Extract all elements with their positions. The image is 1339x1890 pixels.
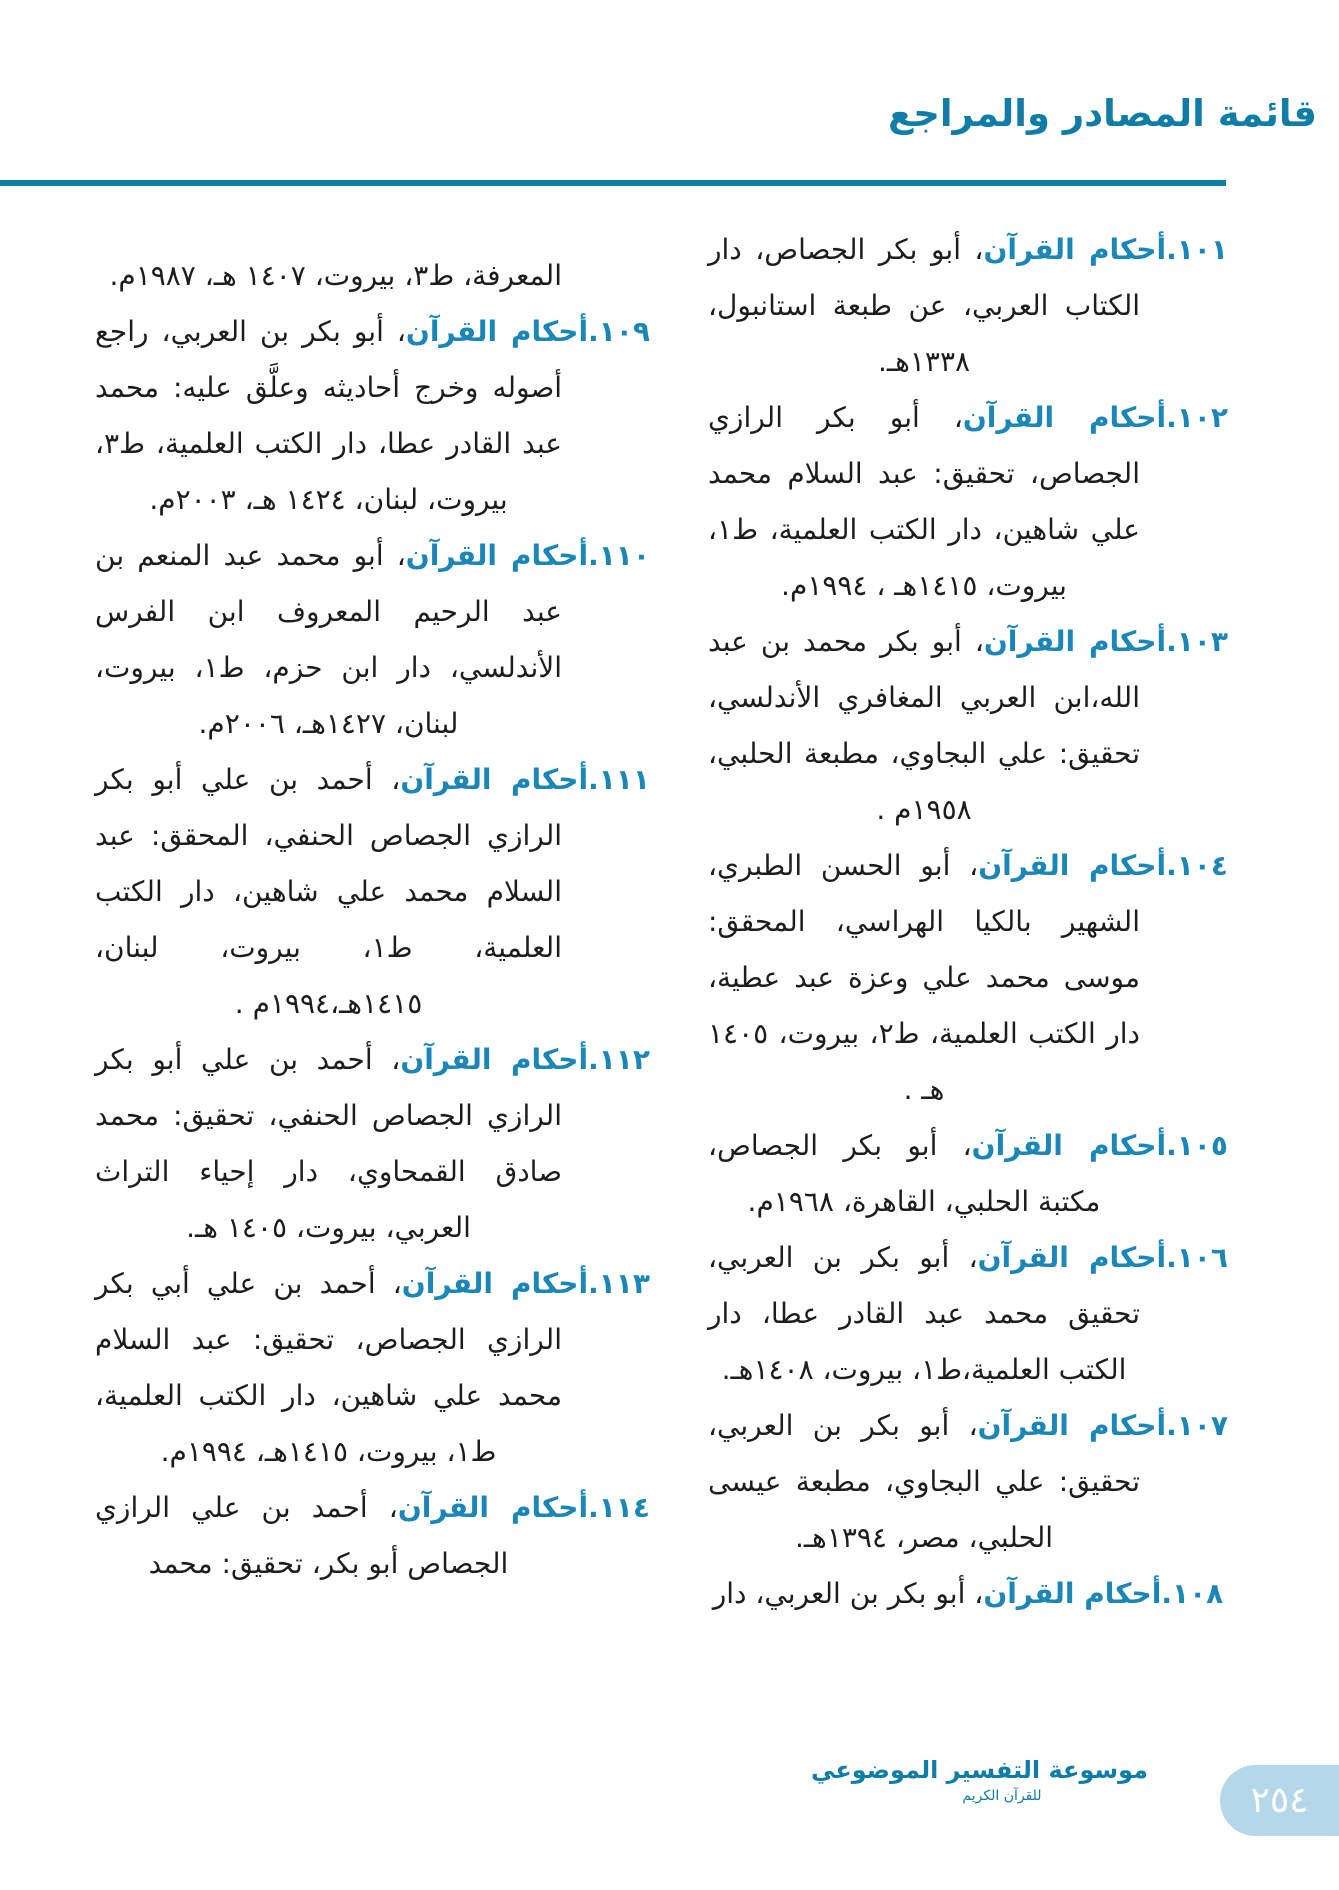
bib-entry-105 <box>708 1118 1228 1230</box>
entry-title: أحكام القرآن <box>962 401 1167 434</box>
bib-entry-108-continuation: المعرفة، ط٣، بيروت، ١٤٠٧ هـ، ١٩٨٧م. <box>109 259 562 292</box>
logo-subtitle: للقرآن الكريم <box>962 1788 1042 1804</box>
entry-title: أحكام القرآن <box>983 1577 1162 1610</box>
entry-title: أحكام القرآن <box>983 625 1167 658</box>
entry-number: ١١٠. <box>588 539 650 572</box>
entry-title: أحكام القرآن <box>400 763 589 796</box>
entry-title: أحكام القرآن <box>983 233 1167 266</box>
bib-entry-110 <box>95 528 650 752</box>
entry-title: أحكام القرآن <box>978 849 1167 882</box>
entry-number: ١٠٥. <box>1166 1129 1228 1162</box>
entry-text: ، أبو الحسن الطبري، الشهير بالكيا الهراسي، المحقق: موسى محمد علي وعزة عبد عطية، دار الكتب العلمية، ط٢، بيروت، ١٤٠٥ هـ . <box>708 849 1141 1106</box>
entry-text: ، أبو بكر بن العربي، دار <box>712 1577 984 1610</box>
entry-text: ، أحمد بن علي أبي بكر الرازي الجصاص، تحقيق: عبد السلام محمد علي شاهين، دار الكتب العلمية، ط١، بيروت، ١٤١٥هـ، ١٩٩٤م. <box>95 1267 562 1468</box>
page-title: قائمة المصادر والمراجع <box>887 92 1317 135</box>
entry-number: ١٠٧. <box>1166 1409 1228 1442</box>
publisher-logo <box>811 1752 1148 1805</box>
entry-title: أحكام القرآن <box>405 315 589 348</box>
entry-text: ، أبو بكر بن العربي، تحقيق محمد عبد القادر عطا، دار الكتب العلمية،ط١، بيروت، ١٤٠٨هـ. <box>708 1241 1140 1386</box>
entry-title: أحكام القرآن <box>977 1241 1167 1274</box>
entry-text: ، أحمد بن علي أبو بكر الرازي الجصاص الحنفي، تحقيق: محمد صادق القمحاوي، دار إحياء التراث العربي، بيروت، ١٤٠٥ هـ. <box>95 1043 562 1244</box>
bib-entry-103 <box>708 614 1228 838</box>
bib-entry-102 <box>708 390 1228 614</box>
entry-text: ، أحمد بن علي أبو بكر الرازي الجصاص الحنفي، المحقق: عبد السلام محمد علي شاهين، دار الكتب العلمية، ط١، بيروت، لبنان، ١٤١٥هـ،١٩٩٤م . <box>95 763 562 1020</box>
entry-number: ١٠٢. <box>1166 401 1228 434</box>
bib-entry-111 <box>95 752 650 1032</box>
entry-title: أحكام القرآن <box>401 1267 589 1300</box>
bibliography-left-column <box>95 222 650 1592</box>
entry-text: ، أحمد بن علي الرازي الجصاص أبو بكر، تحقيق: محمد <box>95 1491 509 1580</box>
page-number-badge <box>1220 1765 1339 1836</box>
entry-text: ، أبو بكر محمد بن عبد الله،ابن العربي المغافري الأندلسي، تحقيق: علي البجاوي، مطبعة الحلبي، ١٩٥٨م . <box>708 625 1140 826</box>
bib-entry-104 <box>708 838 1228 1118</box>
entry-number: ١٠٤. <box>1166 849 1228 882</box>
entry-number: ١١٤. <box>588 1491 650 1524</box>
header-rule <box>0 180 1226 186</box>
bib-entry-113 <box>95 1256 650 1480</box>
bib-entry-101 <box>708 222 1228 390</box>
entry-title: أحكام القرآن <box>405 539 589 572</box>
entry-number: ١٠١. <box>1166 233 1228 266</box>
bib-entry-114 <box>95 1480 650 1592</box>
bib-entry-108 <box>708 1566 1228 1622</box>
page-number: ٢٥٤ <box>1250 1780 1309 1821</box>
bibliography-right-column <box>708 222 1228 1622</box>
entry-text: ، أبو بكر بن العربي، راجع أصوله وخرج أحاديثه وعلَّق عليه: محمد عبد القادر عطا، دار الكتب العلمية، ط٣، بيروت، لبنان، ١٤٢٤ هـ، ٢٠٠٣م. <box>95 315 562 516</box>
entry-title: أحكام القرآن <box>397 1491 589 1524</box>
bib-entry-106 <box>708 1230 1228 1398</box>
logo-title: موسوعة التفسير الموضوعي <box>811 1756 1148 1784</box>
entry-number: ١٠٨. <box>1161 1577 1224 1610</box>
entry-text: ، أبو محمد عبد المنعم بن عبد الرحيم المعروف ابن الفرس الأندلسي، دار ابن حزم، ط١، بيروت، لبنان، ١٤٢٧هـ، ٢٠٠٦م. <box>95 539 562 740</box>
entry-title: أحكام القرآن <box>977 1409 1167 1442</box>
entry-number: ١٠٩. <box>588 315 650 348</box>
entry-text: ، أبو بكر الرازي الجصاص، تحقيق: عبد السلام محمد علي شاهين، دار الكتب العلمية، ط١، بيروت، ١٤١٥هـ ، ١٩٩٤م. <box>708 401 1140 602</box>
entry-title: أحكام القرآن <box>400 1043 589 1076</box>
entry-number: ١٠٦. <box>1166 1241 1228 1274</box>
entry-text: ، أبو بكر بن العربي، تحقيق: علي البجاوي، مطبعة عيسى الحلبي، مصر، ١٣٩٤هـ. <box>708 1409 1140 1554</box>
bib-entry-107 <box>708 1398 1228 1566</box>
bib-entry-109 <box>95 304 650 528</box>
entry-text: ، أبو بكر الجصاص، مكتبة الحلبي، القاهرة، ١٩٦٨م. <box>708 1129 1101 1218</box>
entry-text: ، أبو بكر الجصاص، دار الكتاب العربي، عن طبعة استانبول، ١٣٣٨هـ. <box>708 233 1140 378</box>
entry-number: ١١١. <box>588 763 650 796</box>
bib-entry-112 <box>95 1032 650 1256</box>
entry-number: ١٠٣. <box>1166 625 1228 658</box>
entry-title: أحكام القرآن <box>971 1129 1167 1162</box>
entry-number: ١١٢. <box>588 1043 650 1076</box>
entry-number: ١١٣. <box>588 1267 650 1300</box>
